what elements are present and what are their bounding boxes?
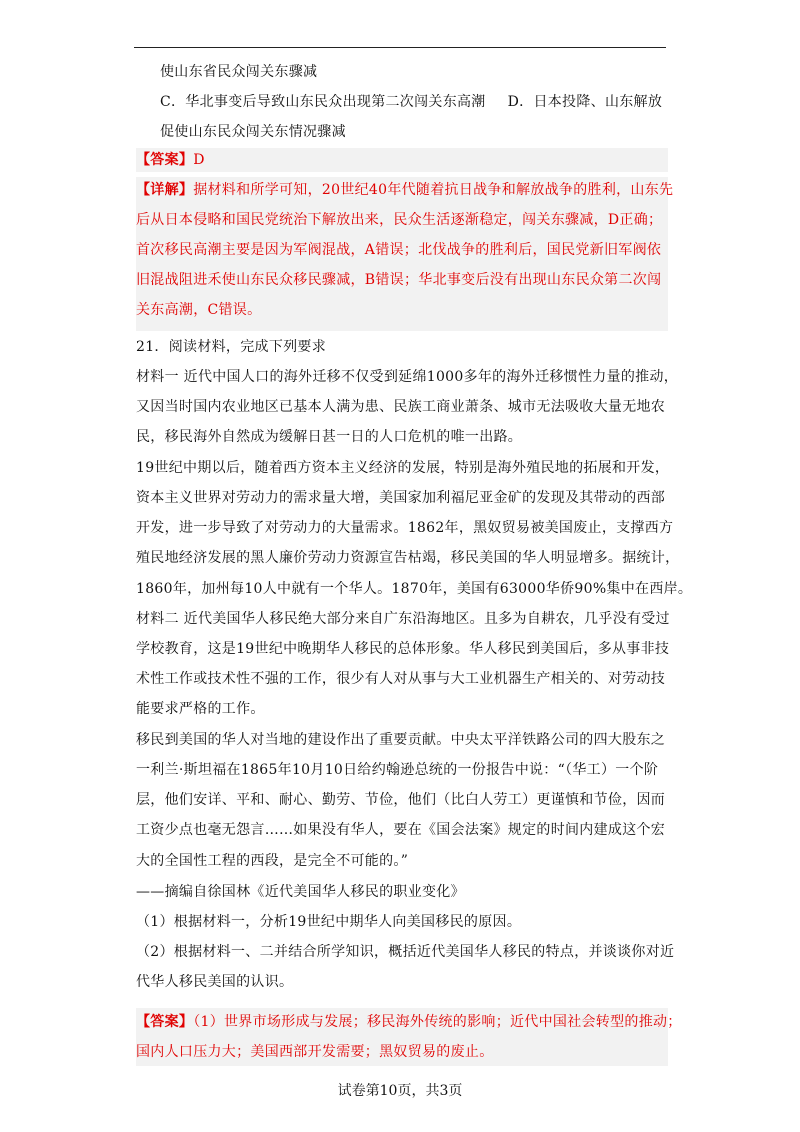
task-2-line: （2）根据材料一、二并结合所学知识，概括近代美国华人移民的特点，并谈谈你对近 [136, 944, 675, 960]
answer-tag: 【答案】 [136, 1014, 194, 1030]
material1-line: 又因当时国内农业地区已基本人满为患、民族工商业萧条、城市无法吸收大量无地农 [136, 399, 666, 415]
detail-line-1 [136, 181, 696, 199]
option-d: D．日本投降、山东解放 [507, 94, 663, 110]
material2-line: 学校教育，这是19世纪中晚期华人移民的总体形象。华人移民到美国后，多从事非技 [136, 641, 670, 657]
option-b-continuation: 使山东省民众闯关东骤减 [160, 64, 318, 80]
material1-line: 材料一 近代中国人口的海外迁移不仅受到延绵1000多年的海外迁移惯性力量的推动， [136, 369, 679, 385]
answer-line-q20 [136, 151, 696, 169]
material2-line: 一利兰·斯坦福在1865年10月10日给约翰逊总统的一份报告中说：“（华工）一个阶 [136, 762, 659, 778]
material1-line: 开发，进一步导致了对劳动力的大量需求。1862年，黑奴贸易被美国废止，支撑西方 [136, 520, 674, 536]
detail-tag: 【详解】 [136, 182, 194, 198]
detail-line-2: 后从日本侵略和国民党统治下解放出来，民众生活逐渐稳定，闯关东骤减，D正确； [136, 212, 663, 228]
detail-line-5: 关东高潮，C错误。 [136, 302, 262, 318]
task-2-line: 代华人移民美国的认识。 [136, 974, 294, 990]
material2-line: 移民到美国的华人对当地的建设作出了重要贡献。中央太平洋铁路公司的四大股东之 [136, 732, 666, 748]
material2-line: 大的全国性工程的西段，是完全不可能的。” [136, 853, 409, 869]
option-d-continuation: 促使山东民众闯关东情况骤减 [160, 124, 346, 140]
question-21-header: 21．阅读材料，完成下列要求 [136, 339, 327, 355]
material2-line: 层，他们安详、平和、耐心、勤劳、节俭，他们（比白人劳工）更谨慎和节俭，因而 [136, 792, 666, 808]
option-c: C．华北事变后导致山东民众出现第二次闯关东高潮 [160, 94, 486, 110]
material1-line: 1860年，加州每10人中就有一个华人。1870年，美国有63000华侨90%集中在西岸。 [136, 581, 693, 597]
answer-line-q21-2: 国内人口压力大；美国西部开发需要；黑奴贸易的废止。 [136, 1044, 494, 1060]
source-citation: ——摘编自徐国林《近代美国华人移民的职业变化》 [136, 884, 465, 900]
answer-tag: 【答案】 [136, 152, 194, 168]
material1-line: 19世纪中期以后，随着西方资本主义经济的发展，特别是海外殖民地的拓展和开发， [136, 460, 670, 476]
material2-line: 术性工作或技术性不强的工作，很少有人对从事与大工业机器生产相关的、对劳动技 [136, 671, 666, 687]
page-footer: 试卷第10页，共3页 [337, 1083, 463, 1099]
answer-line-q21-1 [136, 1013, 696, 1031]
material2-line: 能要求严格的工作。 [136, 701, 265, 717]
answer-value: D [193, 152, 205, 168]
material1-line: 殖民地经济发展的黑人廉价劳动力资源宣告枯竭，移民美国的华人明显增多。据统计， [136, 550, 680, 566]
detail-text: 据材料和所学可知，20世纪40年代随着抗日战争和解放战争的胜利，山东先 [193, 182, 674, 198]
material1-line: 资本主义世界对劳动力的需求量大增，美国家加利福尼亚金矿的发现及其带动的西部 [136, 490, 666, 506]
option-row-cd [160, 93, 720, 111]
task-1: （1）根据材料一，分析19世纪中期华人向美国移民的原因。 [136, 914, 522, 930]
material1-line: 民，移民海外自然成为缓解日甚一日的人口危机的唯一出路。 [136, 429, 523, 445]
answer-text: （1）世界市场形成与发展；移民海外传统的影响；近代中国社会转型的推动； [193, 1014, 682, 1030]
header-rule [134, 47, 666, 48]
material2-line: 材料二 近代美国华人移民绝大部分来自广东沿海地区。且多为自耕农，几乎没有受过 [136, 611, 670, 627]
material2-line: 工资少点也毫无怨言……如果没有华人，要在《国会法案》规定的时间内建成这个宏 [136, 822, 666, 838]
detail-line-4: 旧混战阻进禾使山东民众移民骤减，B错误；华北事变后没有出现山东民众第二次闯 [136, 272, 662, 288]
detail-line-3: 首次移民高潮主要是因为军阀混战，A错误；北伐战争的胜利后，国民党新旧军阀依 [136, 242, 662, 258]
